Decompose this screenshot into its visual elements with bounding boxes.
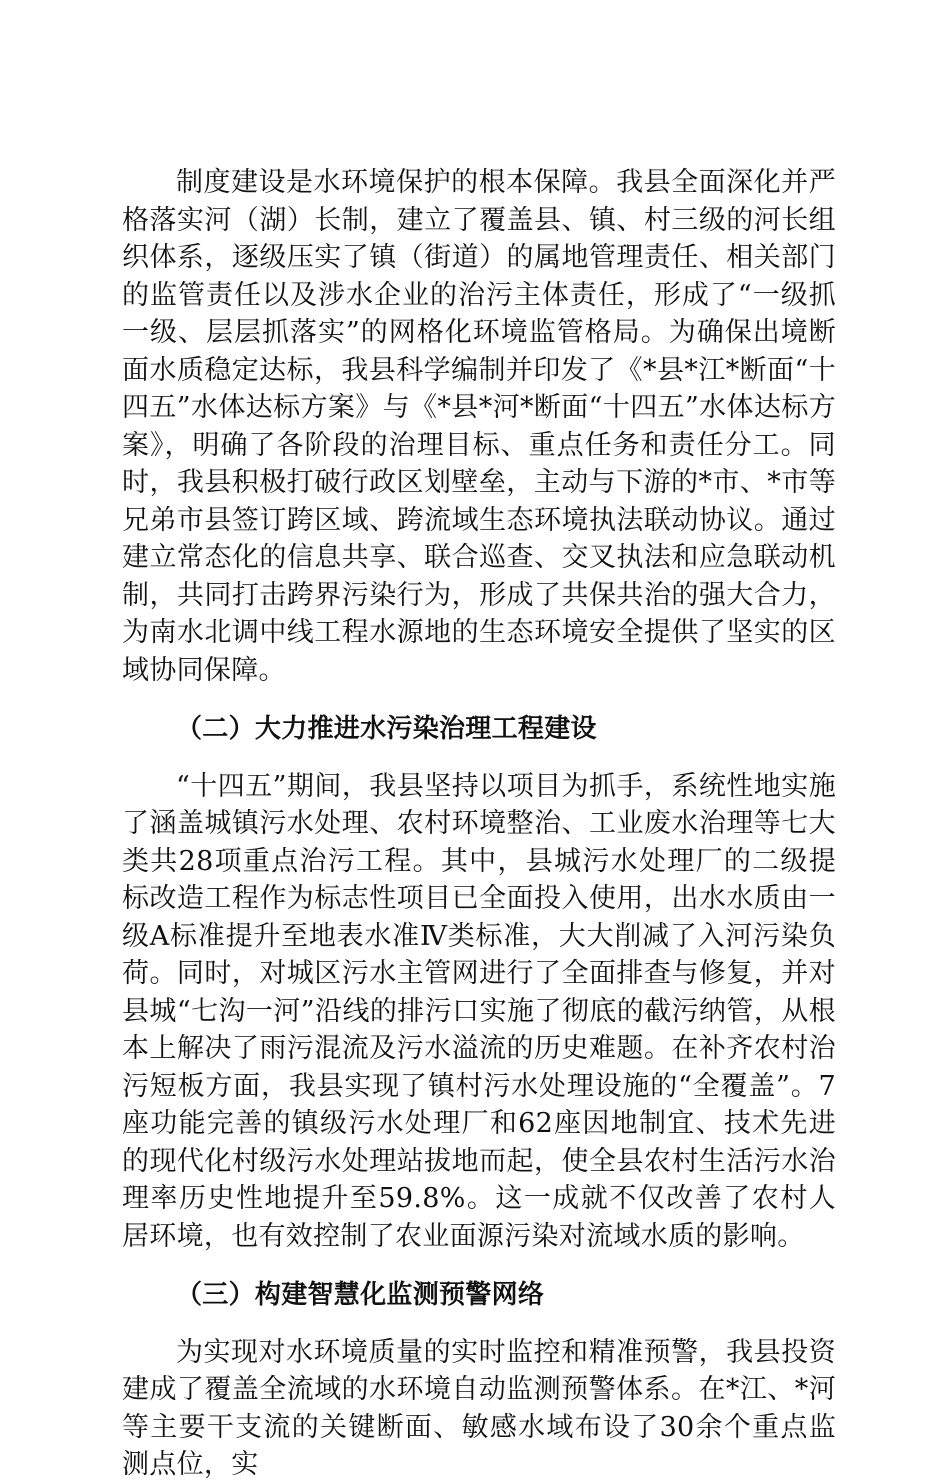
paragraph-monitoring-network: 为实现对水环境质量的实时监控和精准预警，我县投资建成了覆盖全流域的水环境自动监测预警体系。在*江、*河等主要干支流的关键断面、敏感水域布设了30余个重点监测点位，实 [122, 1336, 836, 1480]
section-heading-smart-monitoring: （三）构建智慧化监测预警网络 [176, 1280, 545, 1310]
paragraph-institution-building: 制度建设是水环境保护的根本保障。我县全面深化并严格落实河（湖）长制，建立了覆盖县、镇、村三级的河长组织体系，逐级压实了镇（街道）的属地管理责任、相关部门的监管责任以及涉水企业的治污主体责任，形成了“一级抓一级、层层抓落实”的网格化环境监管格局。为确保出境断面水质稳定达标，我县科学编制并印发了《*县*江*断面“十四五”水体达标方案》与《*县*河*断面“十四五”水体达标方案》，明确了各阶段的治理目标、重点任务和责任分工。同时，我县积极打破行政区划壁垒，主动与下游的*市、*市等兄弟市县签订跨区域、跨流域生态环境执法联动协议。通过建立常态化的信息共享、联合巡查、交叉执法和应急联动机制，共同打击跨界污染行为，形成了共保共治的强大合力，为南水北调中线工程水源地的生态环境安全提供了坚实的区域协同保障。 [122, 167, 836, 686]
document-body [122, 164, 836, 1484]
section-heading-pollution-control: （二）大力推进水污染治理工程建设 [176, 714, 597, 744]
paragraph-pollution-projects: “十四五”期间，我县坚持以项目为抓手，系统性地实施了涵盖城镇污水处理、农村环境整治、工业废水治理等七大类共28项重点治污工程。其中，县城污水处理厂的二级提标改造工程作为标志性项目已全面投入使用，出水水质由一级A标准提升至地表水准Ⅳ类标准，大大削减了入河污染负荷。同时，对城区污水主管网进行了全面排查与修复，并对县城“七沟一河”沿线的排污口实施了彻底的截污纳管，从根本上解决了雨污混流及污水溢流的历史难题。在补齐农村治污短板方面，我县实现了镇村污水处理设施的“全覆盖”。7座功能完善的镇级污水处理厂和62座因地制宜、技术先进的现代化村级污水处理站拔地而起，使全县农村生活污水治理率历史性地提升至59.8%。这一成就不仅改善了农村人居环境，也有效控制了农业面源污染对流域水质的影响。 [122, 770, 836, 1252]
